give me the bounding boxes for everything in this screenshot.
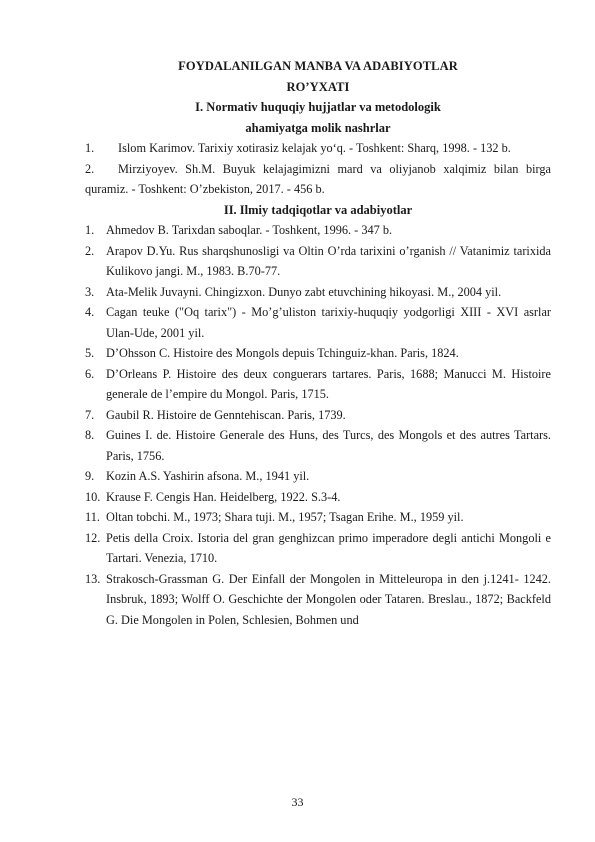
- list-item: [85, 220, 551, 241]
- list-item-number: 11.: [85, 510, 100, 524]
- document-page: [85, 56, 551, 630]
- list-item: [85, 487, 551, 508]
- list-item-number: 3.: [85, 284, 95, 299]
- list-item-text: Ahmedov B. Tarixdan saboqlar. - Toshkent, 1996. - 347 b.: [106, 223, 393, 237]
- list-item-text: D’Ohsson C. Histoire des Mongols depuis Tchinguiz-khan. Paris, 1824.: [106, 346, 459, 360]
- list-item-text: D’Orleans P. Histoire des deux conguerars tartares. Paris, 1688; Manucci M. Histoire generale de l’empire du Mongol. Paris, 1715.: [106, 366, 551, 401]
- list-item-number: 8.: [85, 428, 95, 442]
- list-item: [85, 466, 551, 487]
- section-normative: [85, 97, 551, 200]
- list-item-text: Guines I. de. Histoire Generale des Huns, des Turcs, des Mongols et des autres Tartars. Paris, 1756.: [106, 428, 551, 463]
- section-research: [85, 200, 551, 631]
- list-item-text: Strakosch-Grassman G. Der Einfall der Mongolen in Mitteleuropa in den j.1241- 1242. Insbruk, 1893; Wolff O. Geschichte der Mongolen oder Tataren. Breslau., 1872; Backfeld G. Die Mongolen in Polen, Schlesien, Bohmen und: [106, 571, 551, 627]
- list-item-text: Ata-Melik Juvayni. Chingizxon. Dunyo zabt etuvchining hikoyasi. M., 2004 yil.: [106, 284, 502, 299]
- list-item-text: Kozin A.S. Yashirin afsona. M., 1941 yil.: [106, 469, 310, 483]
- list-item-text: Krause F. Cengis Han. Heidelberg, 1922. S.3-4.: [106, 489, 341, 504]
- section2-heading: II. Ilmiy tadqiqotlar va adabiyotlar: [223, 202, 413, 217]
- list-item: [85, 343, 551, 364]
- list-item: [85, 241, 551, 282]
- list-item-text: Cagan teuke ("Oq tarix") - Mo’g’uliston tarixiy-huquqiy yodgorligi XIII - XVI asrlar Ulan-Ude, 2001 yil.: [106, 305, 551, 340]
- document-title-line1: FOYDALANILGAN MANBA VA ADABIYOTLAR: [178, 59, 458, 73]
- list-item-number: 5.: [85, 346, 95, 360]
- section1-heading-line2: ahamiyatga molik nashrlar: [245, 120, 391, 135]
- list-item-text: Islom Karimov. Tarixiy xotirasiz kelajak yo‘q. - Toshkent: Sharq, 1998. - 132 b.: [118, 141, 511, 155]
- list-item: [85, 282, 551, 303]
- list-item-text: Mirziyoyev. Sh.M. Buyuk kelajagimizni mard va oliyjanob xalqimiz bilan birga quramiz. - Toshkent: O’zbekiston, 2017. - 456 b.: [85, 161, 551, 196]
- list-item-text: Gaubil R. Histoire de Genntehiscan. Paris, 1739.: [106, 407, 346, 422]
- section1-heading-line1: I. Normativ huquqiy hujjatlar va metodologik: [195, 100, 441, 114]
- list-item: [85, 138, 551, 159]
- list-item: [85, 425, 551, 466]
- list-item-number: 7.: [85, 407, 95, 422]
- list-item-number: 1.: [85, 141, 95, 155]
- list-item: [85, 569, 551, 631]
- page-number: 33: [291, 795, 304, 809]
- list-item-number: 13.: [85, 571, 101, 586]
- list-item-number: 9.: [85, 469, 95, 483]
- document-title-line2: RO’YXATI: [286, 79, 350, 94]
- list-item-text: Petis della Croix. Istoria del gran genghizcan primo imperadore degli antichi Mongoli e Tartari. Venezia, 1710.: [106, 530, 551, 565]
- list-item: [85, 302, 551, 343]
- list-item-number: 12.: [85, 530, 101, 545]
- list-item: [85, 528, 551, 569]
- list-item-number: 6.: [85, 366, 95, 381]
- list-item-number: 10.: [85, 489, 101, 504]
- list-item-number: 2.: [85, 243, 95, 258]
- list-item: [85, 507, 551, 528]
- list-item-number: 1.: [85, 223, 95, 237]
- list-item-number: 2.: [85, 161, 95, 176]
- list-item-text: Oltan tobchi. M., 1973; Shara tuji. M., 1957; Tsagan Erihe. M., 1959 yil.: [106, 510, 464, 524]
- list-item: [85, 159, 551, 200]
- list-item: [85, 364, 551, 405]
- list-item-text: Arapov D.Yu. Rus sharqshunosligi va Oltin O’rda tarixini o’rganish // Vatanimiz tarixida Kulikovo jangi. M., 1983. B.70-77.: [106, 243, 551, 278]
- list-item: [85, 405, 551, 426]
- list-item-number: 4.: [85, 305, 95, 319]
